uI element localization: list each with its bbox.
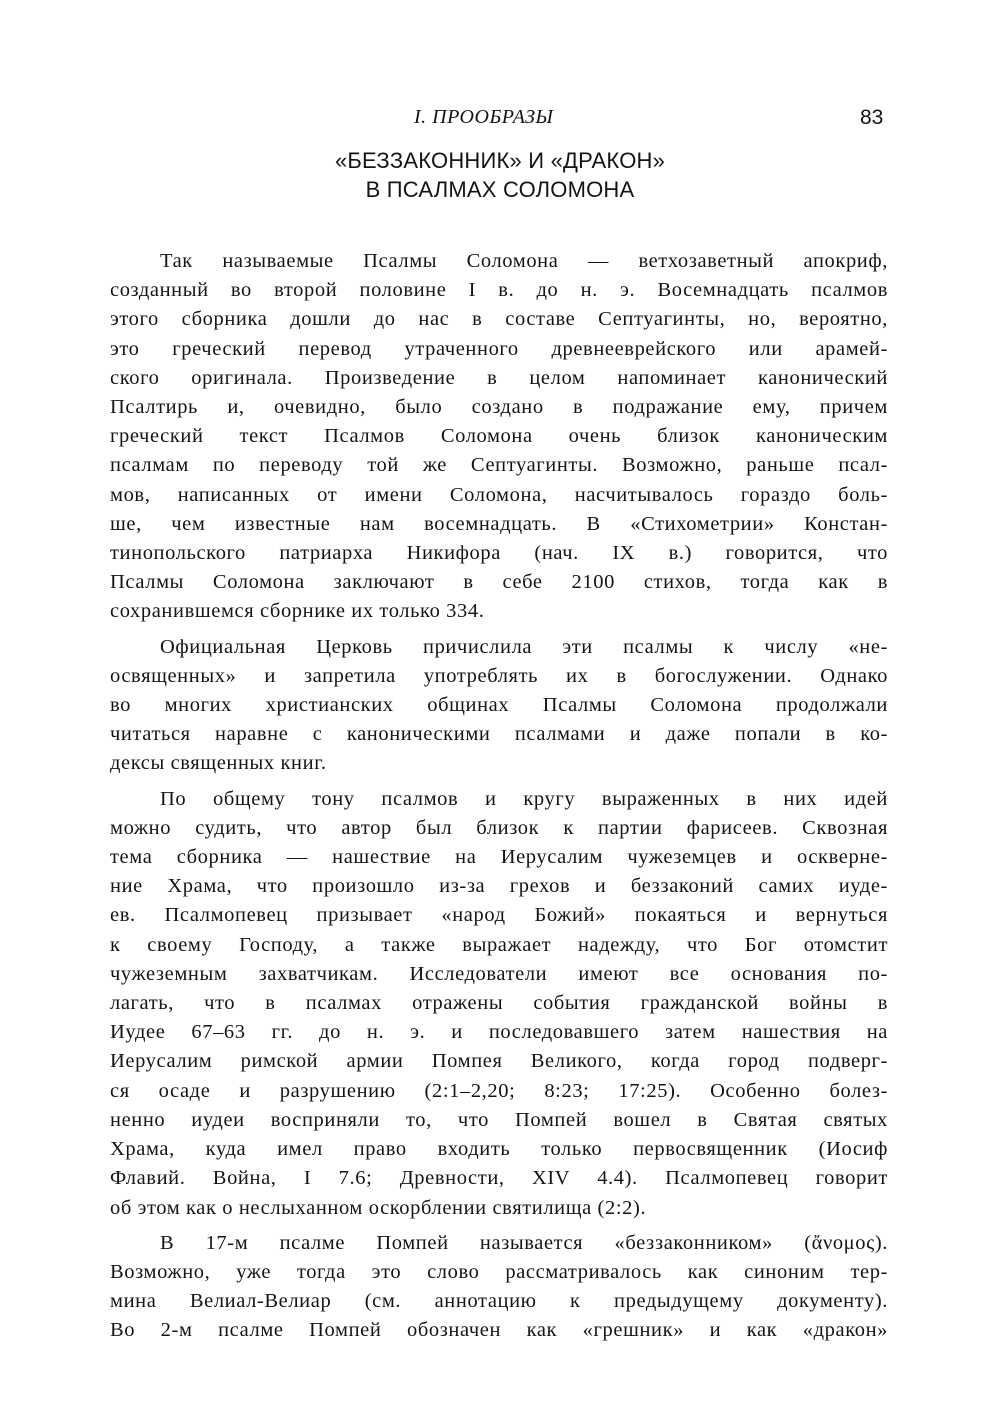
text-line: к своему Господу, а также выражает надежду, что Бог отомстит bbox=[110, 933, 888, 956]
article-title-line-1: «БЕЗЗАКОННИК» И «ДРАКОН» bbox=[334, 148, 666, 173]
text-line: можно судить, что автор был близок к партии фарисеев. Сквозная bbox=[110, 816, 888, 839]
text-line: Возможно, уже тогда это слово рассматривалось как синоним тер- bbox=[110, 1260, 888, 1283]
text-line: во многих христианских общинах Псалмы Соломона продолжали bbox=[110, 694, 888, 717]
text-line: мина Велиал-Велиар (см. аннотацию к предыдущему документу). bbox=[110, 1290, 888, 1313]
text-line: Иудее 67–63 гг. до н. э. и последовавшего затем нашествия на bbox=[110, 1021, 888, 1044]
text-line: ненно иудеи восприняли то, что Помпей вошел в Святая святых bbox=[110, 1108, 888, 1131]
text-line: Во 2-м псалме Помпей обозначен как «грешник» и как «дракон» bbox=[110, 1319, 888, 1342]
article-title-line-2: В ПСАЛМАХ СОЛОМОНА bbox=[365, 177, 635, 202]
text-line: это греческий перевод утраченного древнееврейского или арамей- bbox=[110, 337, 888, 360]
text-line: По общему тону псалмов и кругу выраженных в них идей bbox=[160, 787, 888, 810]
paragraph-2 bbox=[110, 633, 888, 779]
text-line: тинопольского патриарха Никифора (нач. IX в.) говорится, что bbox=[110, 542, 888, 565]
text-line: греческий текст Псалмов Соломона очень близок каноническим bbox=[110, 425, 888, 448]
text-line: Так называемые Псалмы Соломона — ветхозаветный апокриф, bbox=[160, 250, 888, 272]
text-line: Флавий. Война, I 7.6; Древности, XIV 4.4). Псалмопевец говорит bbox=[110, 1167, 888, 1190]
body-text bbox=[110, 247, 888, 1352]
paragraph-3 bbox=[110, 785, 888, 1223]
text-line: ше, чем известные нам восемнадцать. В «Стихометрии» Констан- bbox=[110, 512, 888, 535]
text-line: Псалтирь и, очевидно, было создано в подражание ему, причем bbox=[110, 396, 888, 419]
text-line: мов, написанных от имени Соломона, насчитывалось гораздо боль- bbox=[110, 483, 888, 506]
text-line: ние Храма, что произошло из-за грехов и беззаконий самих иуде- bbox=[110, 875, 888, 898]
text-line: созданный во второй половине I в. до н. э. Восемнадцать псалмов bbox=[110, 279, 888, 302]
text-line: читаться наравне с каноническими псалмами и даже попали в ко- bbox=[110, 723, 888, 746]
section-title: I. ПРООБРАЗЫ bbox=[414, 106, 554, 128]
text-line: тема сборника — нашествие на Иерусалим чужеземцев и осквернe- bbox=[110, 846, 888, 869]
text-line: ского оригинала. Произведение в целом напоминает канонический bbox=[110, 366, 888, 389]
text-line: В 17-м псалме Помпей называется «беззаконником» (ἄνομος). bbox=[160, 1231, 888, 1254]
running-header bbox=[0, 106, 1000, 134]
text-line: Официальная Церковь причислила эти псалмы к числу «не- bbox=[160, 635, 888, 658]
page-number: 83 bbox=[860, 106, 884, 129]
text-line: псалмам по переводу той же Септуагинты. Возможно, раньше псал- bbox=[110, 454, 888, 477]
text-line: сохранившемся сборнике их только 334. bbox=[110, 600, 485, 623]
text-line: чужеземным захватчикам. Исследователи имеют все основания по- bbox=[110, 962, 888, 985]
text-line: об этом как о неслыханном оскорблении святилища (2:2). bbox=[110, 1196, 647, 1219]
text-line: освященных» и запретила употреблять их в богослужении. Однако bbox=[110, 664, 888, 687]
text-line: Храма, куда имел право входить только первосвященник (Иосиф bbox=[110, 1138, 888, 1161]
text-line: этого сборника дошли до нас в составе Септуагинты, но, вероятно, bbox=[110, 308, 888, 331]
text-line: Иерусалим римской армии Помпея Великого, когда город подверг- bbox=[110, 1050, 888, 1073]
text-line: дексы священных книг. bbox=[110, 752, 327, 775]
text-line: ся осаде и разрушению (2:1–2,20; 8:23; 17:25). Особенно болез- bbox=[110, 1079, 888, 1102]
text-line: ев. Псалмопевец призывает «народ Божий» покаяться и вернуться bbox=[110, 904, 888, 927]
article-title bbox=[0, 146, 1000, 204]
paragraph-4 bbox=[110, 1229, 888, 1346]
text-line: лагать, что в псалмах отражены события гражданской войны в bbox=[110, 992, 888, 1015]
paragraph-1 bbox=[110, 247, 888, 627]
text-line: Псалмы Соломона заключают в себе 2100 стихов, тогда как в bbox=[110, 571, 888, 594]
